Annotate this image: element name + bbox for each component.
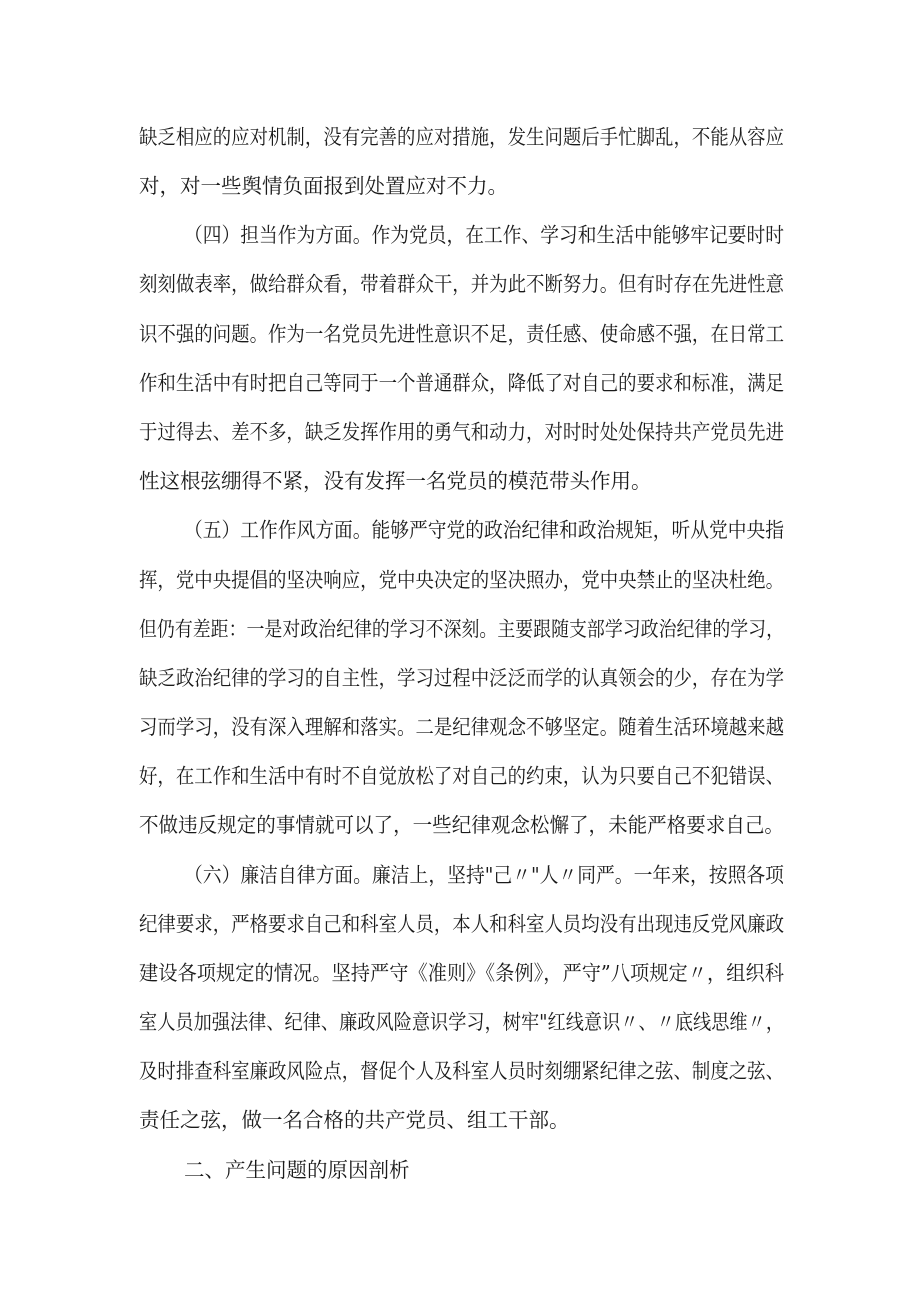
paragraph-line xyxy=(139,566,857,594)
text-line: 建设各项规定的情况。坚持严守《准则》《条例》，严守”八项规定〃，组织科 xyxy=(139,961,785,985)
text-line: 不做违反规定的事情就可以了，一些纪律观念松懈了，未能严格要求自己。 xyxy=(139,813,784,837)
text-line: 作和生活中有时把自己等同于一个普通群众，降低了对自己的要求和标准，满足 xyxy=(139,371,785,395)
paragraph-line xyxy=(139,1106,570,1134)
paragraph-line xyxy=(139,762,857,790)
heading-text: 二、产生问题的原因剖析 xyxy=(184,1158,410,1182)
text-line: 室人员加强法律、纪律、廉政风险意识学习，树牢"红线意识〃、〃底线思维〃， xyxy=(139,1010,785,1034)
text-line: 刻刻做表率，做给群众看，带着群众干，并为此不断努力。但有时存在先进性意 xyxy=(139,272,785,296)
text-line: 习而学习，没有深入理解和落实。二是纪律观念不够坚定。随着生活环境越来越 xyxy=(139,715,785,739)
paragraph-line xyxy=(184,221,840,249)
text-line: 纪律要求，严格要求自己和科室人员，本人和科室人员均没有出现违反党风廉政 xyxy=(139,912,785,936)
paragraph-line xyxy=(184,516,840,544)
paragraph-line xyxy=(139,418,857,446)
paragraph-line xyxy=(139,1057,857,1085)
paragraph-line xyxy=(139,123,785,151)
paragraph-line xyxy=(139,664,857,692)
paragraph-line xyxy=(139,369,857,397)
text-line: 于过得去、差不多，缺乏发挥作用的勇气和动力，对时时处处保持共产党员先进 xyxy=(139,420,785,444)
paragraph-line xyxy=(139,811,816,839)
paragraph-line xyxy=(139,270,857,298)
paragraph-line xyxy=(139,467,652,495)
paragraph-line xyxy=(139,172,508,200)
text-line: 责任之弦，做一名合格的共产党员、组工干部。 xyxy=(139,1108,570,1132)
text-line: 识不强的问题。作为一名党员先进性意识不足，责任感、使命感不强，在日常工 xyxy=(139,322,785,346)
paragraph-line xyxy=(139,959,826,987)
text-line: （四）担当作为方面。作为党员，在工作、学习和生活中能够牢记要时时 xyxy=(184,223,784,247)
text-line: 及时排查科室廉政风险点，督促个人及科室人员时刻绷紧纪律之弦、制度之弦、 xyxy=(139,1059,785,1083)
paragraph-line xyxy=(139,713,857,741)
paragraph-line xyxy=(139,320,857,348)
text-line: 对，对一些舆情负面报到处置应对不力。 xyxy=(139,174,508,198)
text-line: （五）工作作风方面。能够严守党的政治纪律和政治规矩，听从党中央指 xyxy=(184,518,784,542)
paragraph-line xyxy=(184,861,838,889)
text-line: 挥，党中央提倡的坚决响应，党中央决定的坚决照办，党中央禁止的坚决杜绝。 xyxy=(139,568,785,592)
section-heading xyxy=(184,1156,410,1184)
text-line: 缺乏政治纪律的学习的自主性，学习过程中泛泛而学的认真领会的少，存在为学 xyxy=(139,666,785,690)
text-line: 好，在工作和生活中有时不自觉放松了对自己的约束，认为只要自己不犯错误、 xyxy=(139,764,785,788)
text-line: 性这根弦绷得不紧，没有发挥一名党员的模范带头作用。 xyxy=(139,469,652,493)
text-line: （六）廉洁自律方面。廉洁上，坚持"己〃"人〃同严。一年来，按照各项 xyxy=(184,863,784,887)
paragraph-line xyxy=(139,910,857,938)
text-line: 但仍有差距：一是对政治纪律的学习不深刻。主要跟随支部学习政治纪律的学习， xyxy=(139,617,785,641)
paragraph-line xyxy=(139,615,877,643)
text-line: 缺乏相应的应对机制，没有完善的应对措施，发生问题后手忙脚乱，不能从容应 xyxy=(139,125,785,149)
paragraph-line xyxy=(139,1008,866,1036)
